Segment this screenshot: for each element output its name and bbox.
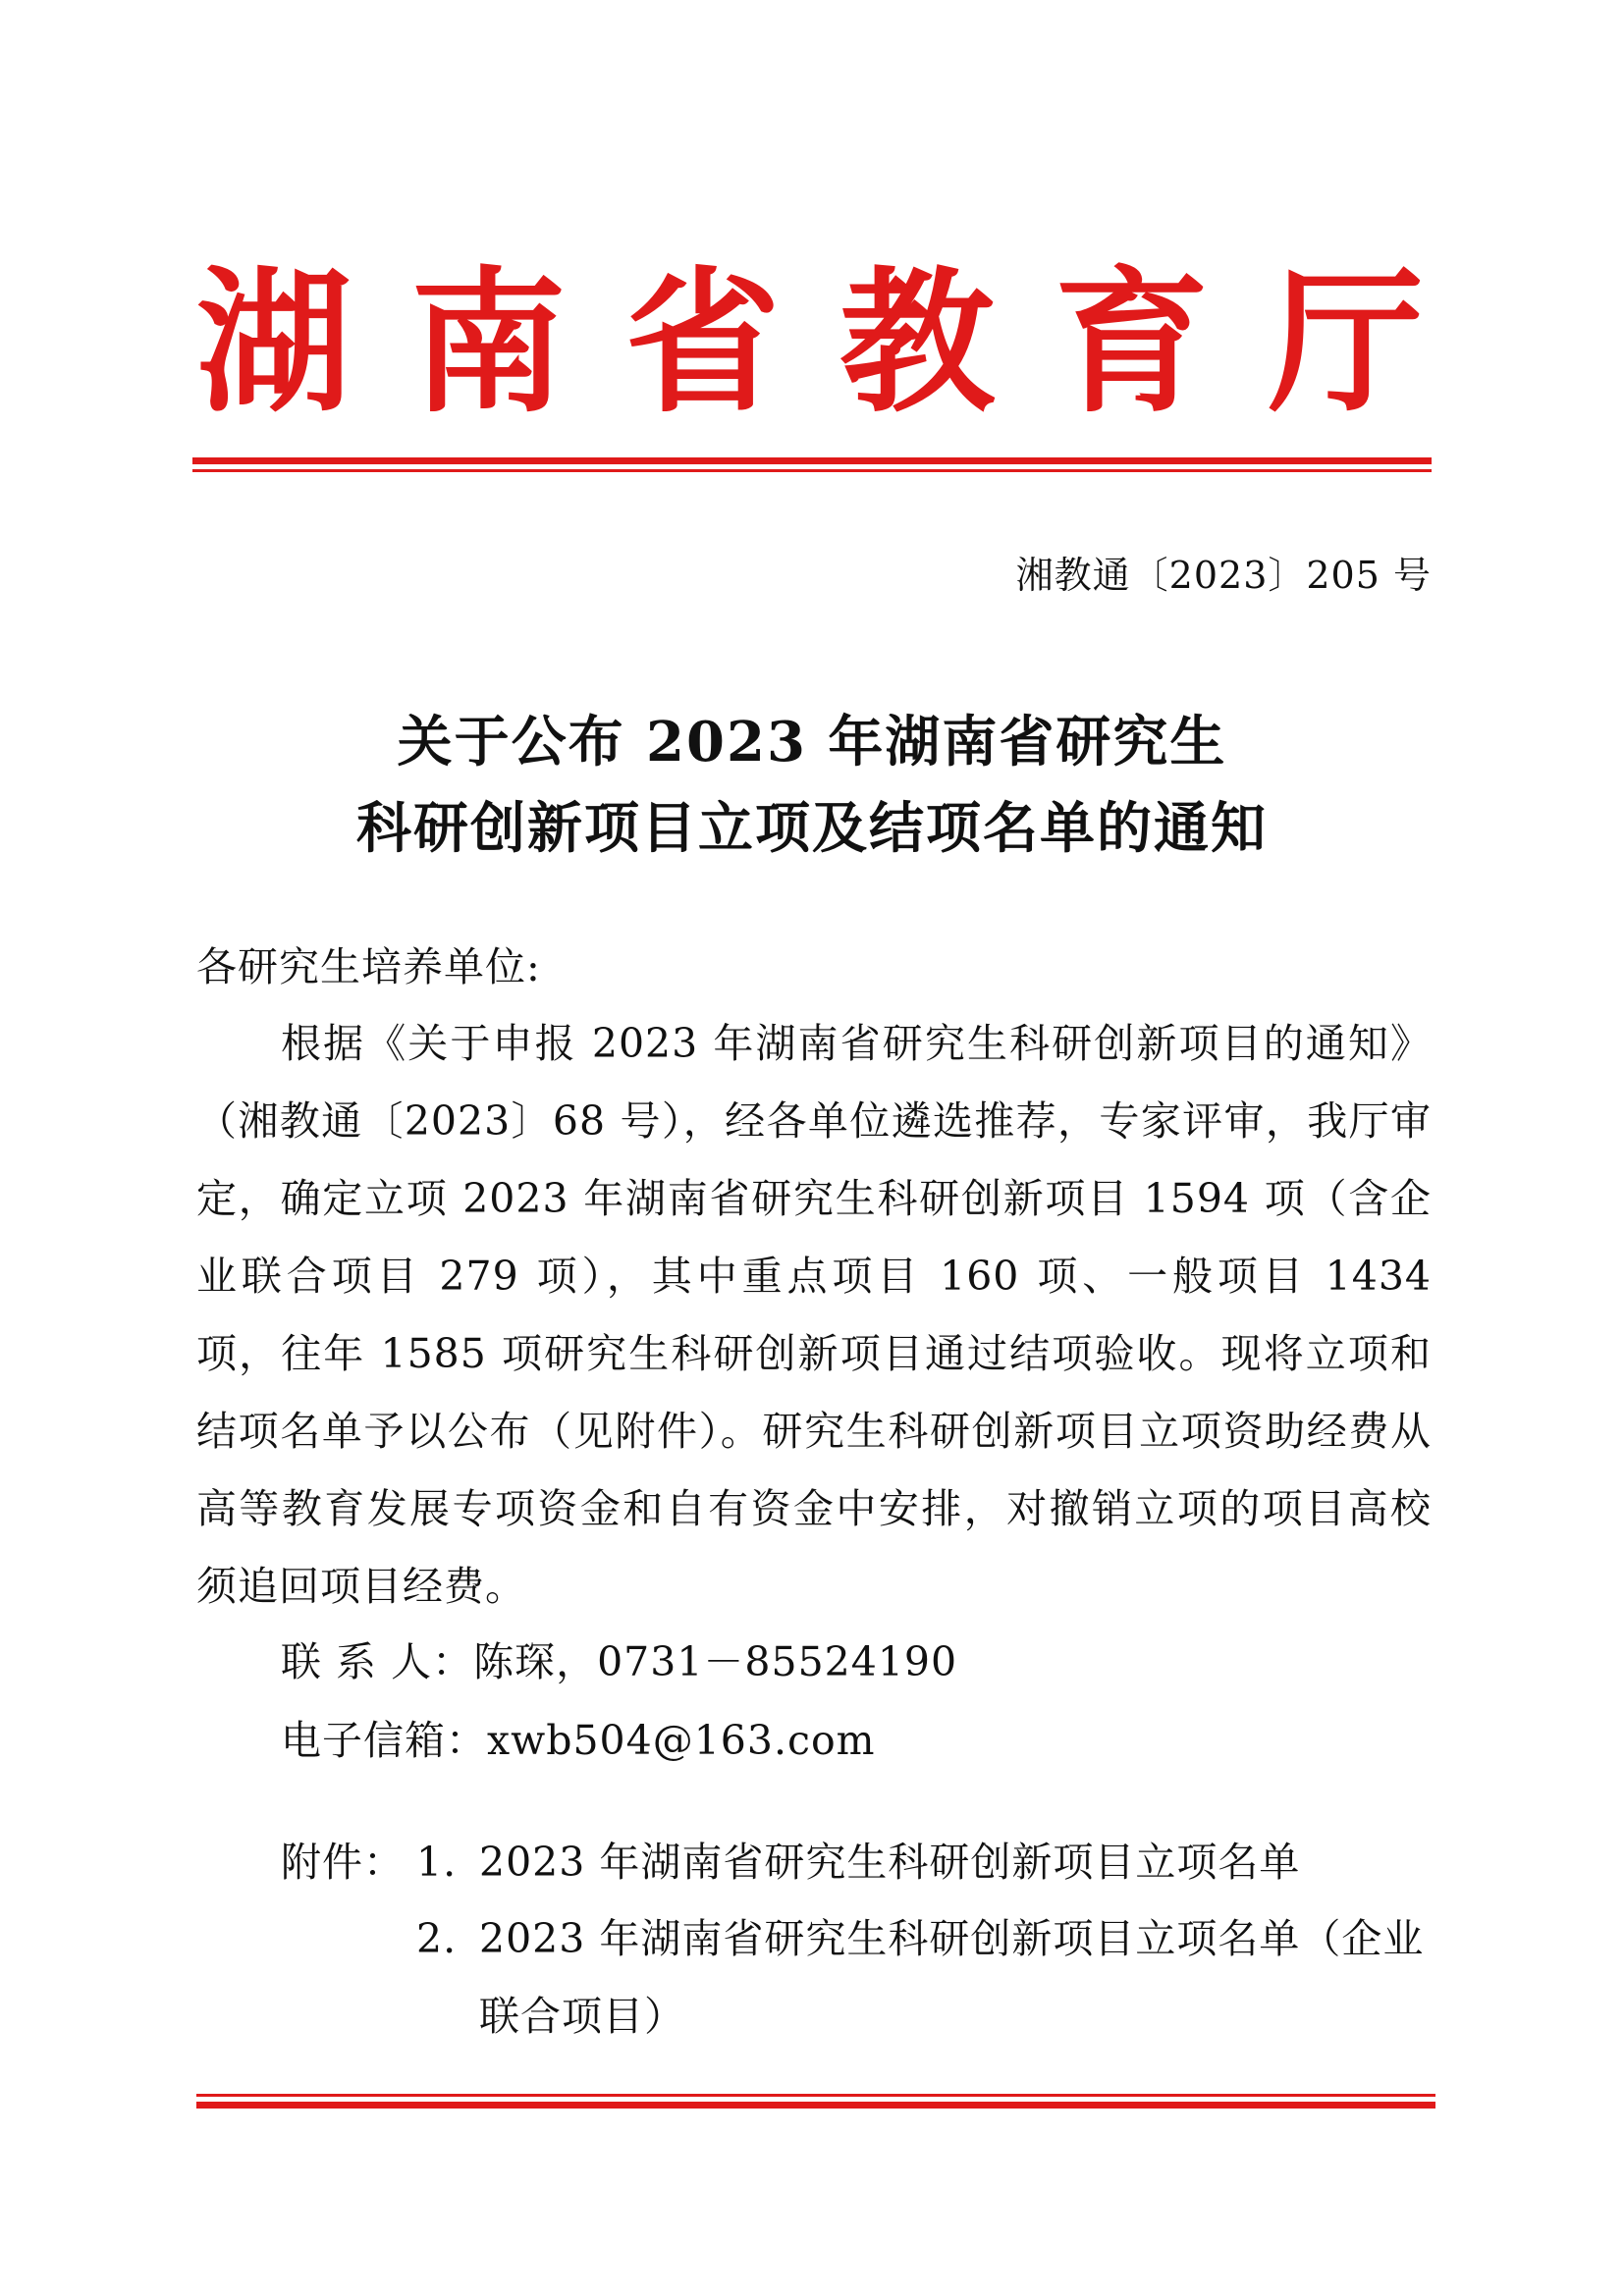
- document-number: 湘教通〔2023〕205 号: [1015, 554, 1432, 597]
- masthead-divider-thick: [192, 457, 1432, 464]
- masthead-char: 省: [624, 252, 781, 434]
- footer-divider-thin: [196, 2094, 1435, 2097]
- attachment-number: 1.: [416, 1839, 458, 1886]
- title-line-2: 科研创新项目立项及结项名单的通知: [356, 796, 1268, 861]
- contact-person: 联 系 人：陈琛，0731－85524190: [281, 1638, 958, 1685]
- attachment-title: 2023 年湖南省研究生科研创新项目立项名单（企业联合项目）: [479, 1915, 1425, 2040]
- masthead-char: 教: [839, 252, 996, 434]
- masthead: [196, 252, 1424, 434]
- masthead-char: 厅: [1268, 252, 1424, 434]
- body-paragraph: 根据《关于申报 2023 年湖南省研究生科研创新项目的通知》（湘教通〔2023〕68 号），经各单位遴选推荐，专家评审，我厅审定，确定立项 2023 年湖南省研究生科研创新项目 1594 项（含企业联合项目 279 项），其中重点项目 160 项、一般项目 1434 项，往年 1585 项研究生科研创新项目通过结项验收。现将立项和结项名单予以公布（见附件）。研究生科研创新项目立项资助经费从高等教育发展专项资金和自有资金中安排，对撤销立项的项目高校须追回项目经费。: [196, 1020, 1432, 1610]
- attachment-title: 2023 年湖南省研究生科研创新项目立项名单: [479, 1839, 1301, 1886]
- attachment-number: 2.: [416, 1915, 458, 1962]
- masthead-char: 南: [410, 252, 567, 434]
- contact-email: 电子信箱：xwb504@163.com: [281, 1717, 876, 1764]
- masthead-char: 湖: [196, 252, 352, 434]
- title-line-1: 关于公布 2023 年湖南省研究生: [397, 710, 1227, 774]
- salutation: 各研究生培养单位:: [196, 943, 541, 990]
- attachments-label: 附件：: [281, 1839, 405, 1886]
- masthead-char: 育: [1054, 252, 1210, 434]
- masthead-divider-thin: [192, 469, 1432, 472]
- footer-divider-thick: [196, 2102, 1435, 2109]
